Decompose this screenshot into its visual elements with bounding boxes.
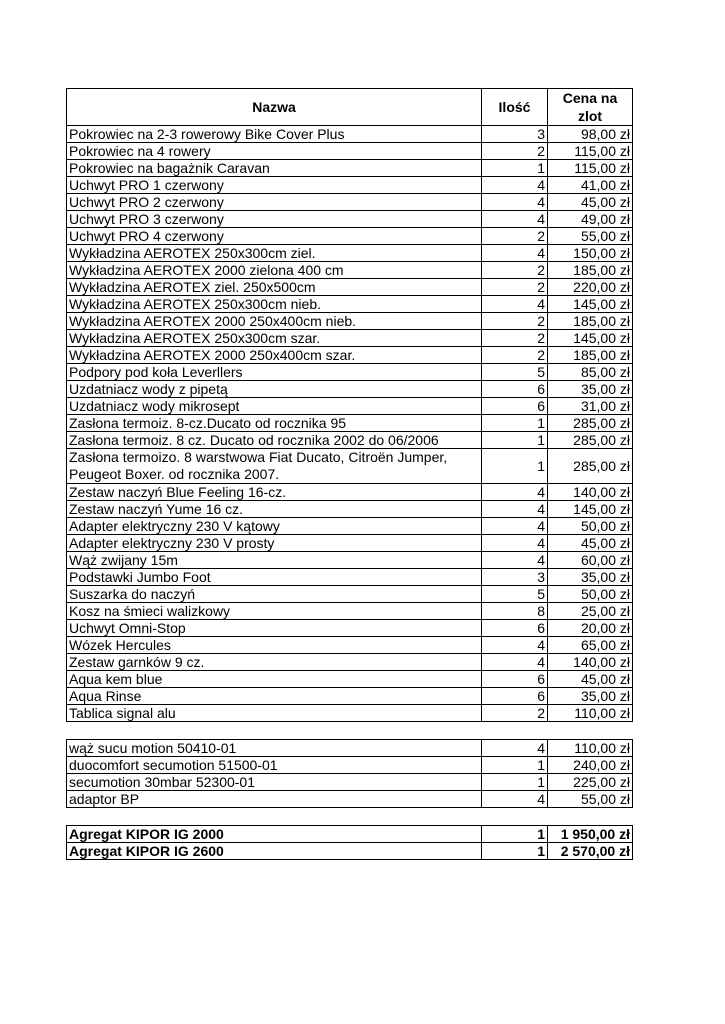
item-qty: 2 (482, 330, 548, 347)
item-price: 45,00 zł (548, 671, 633, 688)
table-row (67, 586, 633, 603)
item-qty: 1 (482, 415, 548, 432)
item-qty: 6 (482, 688, 548, 705)
item-price: 55,00 zł (548, 791, 633, 808)
item-name: Uchwyt PRO 3 czerwony (67, 211, 482, 228)
item-price: 185,00 zł (548, 313, 633, 330)
item-qty: 1 (482, 826, 548, 843)
item-name: Podstawki Jumbo Foot (67, 569, 482, 586)
item-price: 60,00 zł (548, 552, 633, 569)
table-row (67, 160, 633, 177)
item-price: 145,00 zł (548, 330, 633, 347)
table-row (67, 296, 633, 313)
item-price: 285,00 zł (548, 432, 633, 449)
item-name: adaptor BP (67, 791, 482, 808)
table-row (67, 211, 633, 228)
item-qty: 4 (482, 637, 548, 654)
table-row (67, 330, 633, 347)
item-qty: 8 (482, 603, 548, 620)
item-name: Wykładzina AEROTEX 2000 zielona 400 cm (67, 262, 482, 279)
header-name: Nazwa (67, 89, 482, 126)
item-price: 50,00 zł (548, 518, 633, 535)
item-name: Pokrowiec na 4 rowery (67, 143, 482, 160)
item-price: 25,00 zł (548, 603, 633, 620)
item-name: Pokrowiec na bagażnik Caravan (67, 160, 482, 177)
item-name: Zasłona termoizo. 8 warstwowa Fiat Ducato, Citroën Jumper, Peugeot Boxer. od rocznika 2007. (67, 449, 482, 484)
item-qty: 4 (482, 484, 548, 501)
item-qty: 4 (482, 177, 548, 194)
table-row (67, 826, 633, 843)
spacer-cell (67, 808, 633, 826)
table-row (67, 569, 633, 586)
item-name: Wąż zwijany 15m (67, 552, 482, 569)
table-row (67, 774, 633, 791)
item-name: Agregat KIPOR IG 2600 (67, 843, 482, 860)
item-price: 115,00 zł (548, 143, 633, 160)
item-price: 225,00 zł (548, 774, 633, 791)
item-price: 41,00 zł (548, 177, 633, 194)
item-price: 85,00 zł (548, 364, 633, 381)
table-row (67, 245, 633, 262)
header-price: Cena na zlot (548, 89, 633, 126)
item-qty: 6 (482, 398, 548, 415)
table-row (67, 313, 633, 330)
item-price: 110,00 zł (548, 705, 633, 722)
table-row (67, 449, 633, 484)
table-row (67, 688, 633, 705)
item-price: 35,00 zł (548, 688, 633, 705)
table-row (67, 194, 633, 211)
item-price: 49,00 zł (548, 211, 633, 228)
item-name: Aqua kem blue (67, 671, 482, 688)
item-price: 35,00 zł (548, 569, 633, 586)
item-name: Uchwyt PRO 2 czerwony (67, 194, 482, 211)
item-qty: 4 (482, 535, 548, 552)
table-row (67, 262, 633, 279)
item-name: Wykładzina AEROTEX 2000 250x400cm szar. (67, 347, 482, 364)
table-row (67, 671, 633, 688)
item-qty: 2 (482, 143, 548, 160)
item-name: Kosz na śmieci walizkowy (67, 603, 482, 620)
item-qty: 4 (482, 194, 548, 211)
item-price: 150,00 zł (548, 245, 633, 262)
item-qty: 6 (482, 381, 548, 398)
item-qty: 3 (482, 569, 548, 586)
item-name: Zestaw garnków 9 cz. (67, 654, 482, 671)
table-row (67, 501, 633, 518)
spacer-cell (67, 722, 633, 740)
item-name: Uzdatniacz wody mikrosept (67, 398, 482, 415)
price-list-body (67, 89, 633, 860)
item-name: Wykładzina AEROTEX 250x300cm szar. (67, 330, 482, 347)
item-qty: 1 (482, 843, 548, 860)
item-name: Wykładzina AEROTEX ziel. 250x500cm (67, 279, 482, 296)
item-name: duocomfort secumotion 51500-01 (67, 757, 482, 774)
header-qty: Ilość (482, 89, 548, 126)
table-row (67, 279, 633, 296)
table-row (67, 637, 633, 654)
item-name: secumotion 30mbar 52300-01 (67, 774, 482, 791)
item-name: Uchwyt PRO 4 czerwony (67, 228, 482, 245)
table-row (67, 177, 633, 194)
item-name: Pokrowiec na 2-3 rowerowy Bike Cover Plus (67, 126, 482, 143)
item-qty: 1 (482, 160, 548, 177)
item-name: Tablica signal alu (67, 705, 482, 722)
item-name: Zasłona termoiz. 8-cz.Ducato od rocznika 95 (67, 415, 482, 432)
item-price: 98,00 zł (548, 126, 633, 143)
table-row (67, 603, 633, 620)
spacer-row (67, 722, 633, 740)
item-name: Zasłona termoiz. 8 cz. Ducato od rocznika 2002 do 06/2006 (67, 432, 482, 449)
item-qty: 6 (482, 620, 548, 637)
item-price: 140,00 zł (548, 484, 633, 501)
item-price: 185,00 zł (548, 347, 633, 364)
item-name: Podpory pod koła Leverllers (67, 364, 482, 381)
item-qty: 4 (482, 552, 548, 569)
table-row (67, 126, 633, 143)
item-qty: 2 (482, 279, 548, 296)
item-qty: 4 (482, 654, 548, 671)
item-price: 285,00 zł (548, 415, 633, 432)
item-price: 45,00 zł (548, 535, 633, 552)
item-name: Wykładzina AEROTEX 250x300cm nieb. (67, 296, 482, 313)
item-price: 31,00 zł (548, 398, 633, 415)
item-price: 145,00 zł (548, 501, 633, 518)
table-row (67, 347, 633, 364)
item-name: Agregat KIPOR IG 2000 (67, 826, 482, 843)
table-row (67, 484, 633, 501)
item-price: 285,00 zł (548, 449, 633, 484)
item-name: Adapter elektryczny 230 V prosty (67, 535, 482, 552)
item-name: Aqua Rinse (67, 688, 482, 705)
item-qty: 4 (482, 296, 548, 313)
item-name: Wykładzina AEROTEX 2000 250x400cm nieb. (67, 313, 482, 330)
table-row (67, 432, 633, 449)
item-price: 110,00 zł (548, 740, 633, 757)
table-row (67, 552, 633, 569)
item-qty: 4 (482, 501, 548, 518)
table-row (67, 620, 633, 637)
item-name: Wózek Hercules (67, 637, 482, 654)
item-qty: 2 (482, 705, 548, 722)
item-name: Zestaw naczyń Yume 16 cz. (67, 501, 482, 518)
item-qty: 2 (482, 228, 548, 245)
item-name: Uzdatniacz wody z pipetą (67, 381, 482, 398)
item-qty: 4 (482, 211, 548, 228)
item-name: Uchwyt Omni-Stop (67, 620, 482, 637)
item-price: 20,00 zł (548, 620, 633, 637)
item-name: Wykładzina AEROTEX 250x300cm ziel. (67, 245, 482, 262)
item-name: Zestaw naczyń Blue Feeling 16-cz. (67, 484, 482, 501)
table-row (67, 381, 633, 398)
item-qty: 4 (482, 518, 548, 535)
item-price: 50,00 zł (548, 586, 633, 603)
item-qty: 4 (482, 791, 548, 808)
item-name: Adapter elektryczny 230 V kątowy (67, 518, 482, 535)
item-qty: 1 (482, 757, 548, 774)
item-qty: 1 (482, 432, 548, 449)
table-row (67, 518, 633, 535)
item-name: wąż sucu motion 50410-01 (67, 740, 482, 757)
item-price: 115,00 zł (548, 160, 633, 177)
item-qty: 5 (482, 364, 548, 381)
item-qty: 3 (482, 126, 548, 143)
header-row (67, 89, 633, 126)
item-price: 35,00 zł (548, 381, 633, 398)
item-price: 185,00 zł (548, 262, 633, 279)
item-price: 240,00 zł (548, 757, 633, 774)
item-qty: 2 (482, 313, 548, 330)
table-row (67, 740, 633, 757)
table-row (67, 705, 633, 722)
table-row (67, 364, 633, 381)
item-qty: 2 (482, 347, 548, 364)
item-qty: 1 (482, 774, 548, 791)
item-price: 220,00 zł (548, 279, 633, 296)
item-price: 145,00 zł (548, 296, 633, 313)
item-price: 2 570,00 zł (548, 843, 633, 860)
item-price: 55,00 zł (548, 228, 633, 245)
item-price: 45,00 zł (548, 194, 633, 211)
item-qty: 6 (482, 671, 548, 688)
table-row (67, 143, 633, 160)
table-row (67, 398, 633, 415)
item-name: Uchwyt PRO 1 czerwony (67, 177, 482, 194)
item-qty: 2 (482, 262, 548, 279)
table-row (67, 228, 633, 245)
table-row (67, 791, 633, 808)
item-qty: 4 (482, 740, 548, 757)
item-qty: 4 (482, 245, 548, 262)
item-price: 1 950,00 zł (548, 826, 633, 843)
item-qty: 5 (482, 586, 548, 603)
table-row (67, 415, 633, 432)
table-row (67, 757, 633, 774)
price-list-table (66, 88, 633, 860)
item-qty: 1 (482, 449, 548, 484)
spacer-row (67, 808, 633, 826)
item-price: 65,00 zł (548, 637, 633, 654)
table-row (67, 654, 633, 671)
item-price: 140,00 zł (548, 654, 633, 671)
table-row (67, 535, 633, 552)
item-name: Suszarka do naczyń (67, 586, 482, 603)
table-row (67, 843, 633, 860)
